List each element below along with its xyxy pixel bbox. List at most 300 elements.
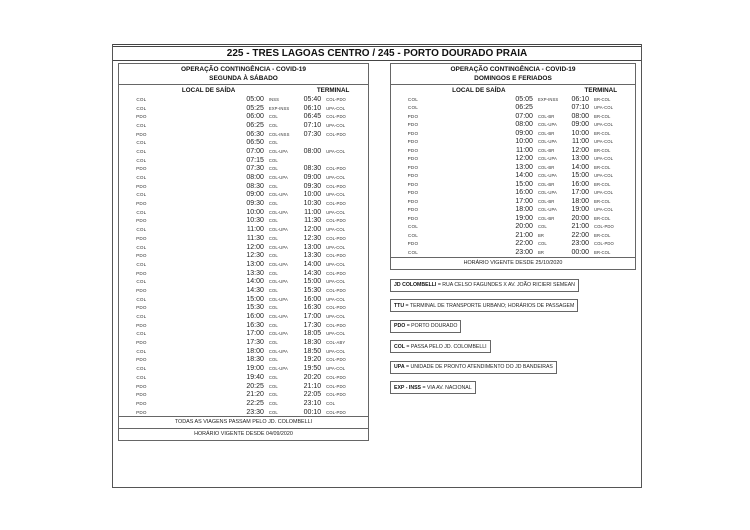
origin-code: PDO — [407, 215, 419, 221]
origin-code: COL — [136, 122, 147, 128]
legend-term: UPA — [394, 364, 405, 370]
arrival-time: 15:00 — [571, 172, 590, 180]
arrival-time: 16:30 — [303, 304, 322, 312]
departure-via-code: COL — [268, 400, 278, 406]
schedule-row — [391, 163, 635, 172]
arrival-via-code: UPA-COL — [326, 261, 346, 267]
arrival-time: 16:00 — [571, 180, 590, 188]
weekday-operation-label: OPERAÇÃO CONTINGÊNCIA - COVID-19 — [180, 66, 307, 73]
departure-time: 08:30 — [246, 182, 264, 190]
departure-via-code: COL-UPA — [268, 244, 288, 250]
origin-code: COL — [136, 314, 147, 320]
origin-code: PDO — [407, 198, 419, 204]
departure-time: 20:25 — [246, 382, 264, 390]
origin-code: PDO — [407, 113, 419, 119]
departure-via-code: COL-UPA — [268, 296, 288, 302]
departure-via-code: COL — [268, 201, 278, 207]
arrival-time: 17:00 — [571, 189, 590, 197]
sunday-footnote-valid-since: HORÁRIO VIGENTE DESDE 25/10/2020 — [391, 257, 635, 269]
departure-time: 22:25 — [246, 399, 264, 407]
origin-code: PDO — [136, 253, 147, 259]
departure-via-code: COL — [268, 166, 278, 172]
arrival-time: 18:05 — [303, 330, 322, 338]
departure-time: 14:30 — [246, 286, 264, 294]
schedule-row — [119, 408, 368, 417]
departure-time: 09:00 — [246, 191, 264, 199]
departure-via-code: COL — [537, 241, 547, 247]
arrival-time: 23:10 — [303, 399, 322, 407]
departure-via-code: EXP-INSS — [268, 105, 290, 111]
schedule-panels — [113, 61, 641, 441]
schedule-row — [119, 390, 368, 399]
arrival-via-code: COL-PDO — [326, 235, 346, 241]
legend-term: EXP - INSS — [394, 384, 422, 391]
arrival-via-code: BR-COL — [594, 96, 611, 102]
arrival-time: 08:00 — [303, 147, 322, 155]
departure-time: 07:00 — [246, 147, 264, 155]
departure-via-code: COL-UPA — [537, 156, 557, 162]
origin-code: PDO — [407, 173, 419, 179]
schedule-row — [119, 112, 368, 121]
departure-via-code: BR — [537, 232, 544, 238]
arrival-via-code: UPA-COL — [594, 207, 614, 213]
legend-item — [390, 340, 491, 353]
origin-code: COL — [136, 348, 147, 354]
arrival-via-code: UPA-COL — [326, 331, 346, 337]
sunday-terminal-header: TERMINAL — [584, 87, 618, 94]
schedule-row — [119, 260, 368, 269]
departure-via-code: COL-UPA — [268, 209, 288, 215]
departure-time: 18:00 — [515, 206, 533, 214]
arrival-via-code: BR-COL — [594, 198, 611, 204]
departure-time: 20:00 — [515, 223, 533, 231]
departure-via-code: COL — [268, 114, 278, 120]
departure-via-code: COL-UPA — [268, 279, 288, 285]
schedule-row — [119, 199, 368, 208]
departure-time: 14:00 — [515, 172, 533, 180]
departure-via-code: BR — [537, 249, 544, 255]
departure-time: 08:00 — [246, 174, 264, 182]
departure-time: 10:00 — [246, 208, 264, 216]
arrival-time: 19:50 — [303, 365, 322, 373]
origin-code: COL — [136, 296, 147, 302]
schedule-row — [391, 248, 635, 257]
departure-via-code: COL — [268, 392, 278, 398]
arrival-via-code: COL-PDO — [326, 383, 346, 389]
departure-via-code: COL-BR — [537, 147, 555, 153]
sunday-panel-header — [391, 64, 635, 85]
arrival-time: 09:30 — [303, 182, 322, 190]
departure-time: 10:30 — [246, 217, 264, 225]
departure-time: 21:00 — [515, 231, 533, 239]
legend-item — [390, 361, 557, 374]
schedule-row — [119, 191, 368, 200]
origin-code: COL — [136, 140, 147, 146]
arrival-via-code: BR-COL — [594, 130, 611, 136]
departure-time: 12:30 — [246, 252, 264, 260]
arrival-time: 17:30 — [303, 321, 322, 329]
legend-term: JD COLOMBELLI — [394, 282, 437, 288]
arrival-via-code: BR-COL — [594, 164, 611, 170]
origin-code: PDO — [136, 357, 147, 363]
departure-via-code: COL-UPA — [537, 139, 557, 145]
weekday-terminal-header: TERMINAL — [316, 87, 350, 94]
schedule-row — [119, 130, 368, 139]
arrival-via-code: UPA-COL — [326, 148, 346, 154]
departure-via-code: COL-BR — [537, 113, 555, 119]
origin-code: COL — [136, 192, 147, 198]
legend-definition: = PASSA PELO JD. COLOMBELLI — [406, 343, 487, 350]
departure-time: 13:00 — [515, 163, 533, 171]
arrival-via-code: COL-PDO — [326, 287, 346, 293]
departure-via-code: COL-UPA — [537, 207, 557, 213]
origin-code: PDO — [136, 114, 147, 120]
schedule-row — [391, 104, 635, 113]
arrival-time: 00:10 — [303, 408, 322, 416]
schedule-row — [391, 95, 635, 104]
arrival-time: 11:30 — [304, 217, 322, 225]
origin-code: COL — [136, 366, 147, 372]
departure-time: 23:00 — [515, 248, 533, 256]
arrival-via-code: COL-PDO — [326, 305, 346, 311]
origin-code: PDO — [136, 340, 147, 346]
origin-code: PDO — [407, 139, 419, 145]
origin-code: PDO — [136, 183, 147, 189]
schedule-row — [391, 197, 635, 206]
origin-code: PDO — [136, 383, 147, 389]
legend-item — [390, 320, 461, 333]
arrival-via-code: COL-PDO — [326, 114, 346, 120]
departure-time: 11:30 — [246, 234, 264, 242]
arrival-time: 23:00 — [571, 240, 590, 248]
arrival-time: 19:00 — [571, 206, 590, 214]
arrival-time: 17:00 — [303, 313, 322, 321]
arrival-via-code: BR-COL — [594, 113, 611, 119]
origin-code: COL — [136, 148, 147, 154]
legend-item — [390, 299, 578, 312]
arrival-time: 06:10 — [303, 104, 322, 112]
departure-time: 15:00 — [515, 180, 533, 188]
schedule-row — [119, 399, 368, 408]
departure-via-code: COL-UPA — [268, 366, 288, 372]
arrival-time: 20:20 — [303, 373, 322, 381]
weekday-days-label: SEGUNDA À SÁBADO — [209, 75, 278, 82]
legend-term: TTU — [394, 302, 405, 309]
departure-via-code: COL — [537, 224, 547, 230]
departure-via-code: COL — [268, 287, 278, 293]
schedule-row — [119, 95, 368, 104]
schedule-row — [119, 364, 368, 373]
departure-via-code: COL-UPA — [268, 331, 288, 337]
schedule-row — [119, 104, 368, 113]
arrival-time: 13:30 — [303, 252, 322, 260]
arrival-via-code: UPA-COL — [326, 209, 346, 215]
departure-via-code: COL — [268, 409, 278, 415]
origin-code: PDO — [407, 181, 419, 187]
origin-code: PDO — [136, 166, 147, 172]
departure-via-code: COL-BR — [537, 198, 555, 204]
departure-time: 15:00 — [246, 295, 264, 303]
origin-code: COL — [136, 227, 147, 233]
arrival-via-code: COL-PDO — [326, 392, 346, 398]
schedule-row — [391, 189, 635, 198]
departure-time: 10:00 — [515, 138, 533, 146]
origin-code: PDO — [407, 190, 419, 196]
departure-time: 17:00 — [246, 330, 264, 338]
departure-via-code: COL — [268, 322, 278, 328]
departure-time: 11:00 — [246, 226, 264, 234]
departure-via-code: COL-UPA — [268, 261, 288, 267]
departure-time: 18:30 — [246, 356, 264, 364]
sunday-panel — [390, 63, 636, 270]
arrival-time: 19:20 — [303, 356, 322, 364]
schedule-row — [391, 146, 635, 155]
legend-list — [390, 279, 636, 395]
weekday-panel-header — [119, 64, 368, 85]
origin-code: COL — [136, 209, 147, 215]
arrival-via-code: COL-PDO — [326, 357, 346, 363]
schedule-row — [119, 217, 368, 226]
departure-via-code: COL — [268, 357, 278, 363]
arrival-via-code: UPA-COL — [594, 139, 614, 145]
departure-time: 08:00 — [515, 121, 533, 129]
arrival-time: 15:30 — [303, 286, 322, 294]
arrival-via-code: UPA-COL — [326, 244, 346, 250]
departure-time: 16:30 — [246, 321, 264, 329]
departure-via-code: COL-UPA — [537, 122, 557, 128]
arrival-via-code: UPA-COL — [326, 296, 346, 302]
departure-via-code: COL-BR — [537, 215, 555, 221]
legend-definition: = RUA CELSO FAGUNDES X AV. JOÃO RICIERI SEMEAN — [437, 282, 575, 288]
sunday-schedule-rows — [391, 95, 635, 257]
schedule-row — [391, 206, 635, 215]
departure-via-code: COL — [268, 383, 278, 389]
schedule-row — [119, 208, 368, 217]
arrival-via-code: COL-PDO — [326, 270, 346, 276]
legend-definition: = UNIDADE DE PRONTO ATENDIMENTO DO JD BANDEIRAS — [406, 364, 553, 370]
arrival-time: 10:00 — [303, 191, 322, 199]
departure-time: 07:15 — [246, 156, 264, 164]
schedule-row — [119, 330, 368, 339]
schedule-row — [391, 129, 635, 138]
departure-via-code: COL — [268, 157, 278, 163]
arrival-time: 14:30 — [303, 269, 322, 277]
arrival-via-code: UPA-COL — [594, 122, 614, 128]
origin-code: PDO — [407, 241, 419, 247]
schedule-row — [391, 172, 635, 181]
departure-time: 15:30 — [246, 304, 264, 312]
arrival-via-code: COL-PDO — [326, 183, 346, 189]
arrival-time: 06:10 — [571, 95, 590, 103]
departure-time: 06:25 — [515, 104, 533, 112]
departure-time: 23:30 — [246, 408, 264, 416]
departure-time: 22:00 — [515, 240, 533, 248]
arrival-via-code: UPA-COL — [326, 122, 346, 128]
origin-code: COL — [136, 279, 147, 285]
origin-code: COL — [136, 105, 147, 111]
weekday-panel — [118, 63, 369, 441]
sunday-operation-label: OPERAÇÃO CONTINGÊNCIA - COVID-19 — [450, 66, 576, 73]
origin-code: PDO — [407, 122, 419, 128]
schedule-row — [119, 269, 368, 278]
departure-via-code: COL-UPA — [537, 173, 557, 179]
origin-code: COL — [136, 261, 147, 267]
arrival-time: 15:00 — [303, 278, 322, 286]
departure-via-code: COL — [268, 305, 278, 311]
departure-via-code: COL-BR — [537, 130, 555, 136]
arrival-time: 08:00 — [571, 112, 590, 120]
arrival-via-code: BR-COL — [594, 181, 611, 187]
schedule-row — [119, 173, 368, 182]
arrival-time: 09:00 — [571, 121, 590, 129]
arrival-time: 10:30 — [303, 200, 322, 208]
schedule-row — [119, 225, 368, 234]
departure-time: 14:00 — [246, 278, 264, 286]
schedule-row — [119, 156, 368, 165]
arrival-time: 16:00 — [303, 295, 322, 303]
origin-code: PDO — [407, 164, 419, 170]
schedule-row — [391, 155, 635, 164]
arrival-time: 06:45 — [303, 113, 322, 121]
origin-code: COL — [136, 331, 147, 337]
schedule-row — [391, 138, 635, 147]
schedule-row — [119, 312, 368, 321]
arrival-time: 22:05 — [303, 391, 322, 399]
arrival-via-code: BR-COL — [594, 232, 611, 238]
schedule-row — [119, 251, 368, 260]
origin-code: COL — [136, 96, 147, 102]
origin-code: PDO — [136, 322, 147, 328]
weekday-column-headers — [119, 85, 368, 95]
departure-via-code: COL-UPA — [537, 190, 557, 196]
sunday-days-label: DOMINGOS E FERIADOS — [474, 75, 552, 82]
arrival-via-code: COL-PDO — [326, 131, 346, 137]
schedule-row — [119, 321, 368, 330]
schedule-row — [391, 223, 635, 232]
arrival-via-code: UPA-COL — [594, 105, 614, 111]
departure-time: 17:30 — [246, 339, 264, 347]
arrival-time: 14:00 — [571, 163, 590, 171]
schedule-row — [391, 180, 635, 189]
departure-via-code: COL — [268, 122, 278, 128]
arrival-via-code: COL-PDO — [326, 374, 346, 380]
legend-definition: = TERMINAL DE TRANSPORTE URBANO; HORÁRIOS DE PASSAGEM — [405, 302, 575, 309]
arrival-time: 10:00 — [571, 129, 590, 137]
arrival-via-code: UPA-COL — [326, 348, 346, 354]
departure-time: 12:00 — [246, 243, 264, 251]
schedule-row — [119, 347, 368, 356]
arrival-via-code: COL-PDO — [326, 201, 346, 207]
departure-time: 06:00 — [246, 113, 264, 121]
departure-time: 05:00 — [246, 95, 264, 103]
schedule-row — [119, 121, 368, 130]
arrival-time: 08:30 — [303, 165, 322, 173]
origin-code: PDO — [136, 201, 147, 207]
departure-time: 17:00 — [515, 197, 533, 205]
departure-time: 19:00 — [246, 365, 264, 373]
origin-code: PDO — [136, 400, 147, 406]
legend-item — [390, 381, 476, 394]
arrival-via-code: COL-ABY — [326, 340, 346, 346]
departure-via-code: COL-UPA — [268, 175, 288, 181]
departure-via-code: COL — [268, 218, 278, 224]
departure-time: 13:30 — [246, 269, 264, 277]
arrival-via-code: UPA-COL — [326, 279, 346, 285]
arrival-via-code: COL-PDO — [326, 96, 346, 102]
arrival-via-code: UPA-COL — [326, 227, 346, 233]
departure-via-code: COL — [268, 140, 278, 146]
departure-time: 21:20 — [246, 391, 264, 399]
schedule-row — [119, 243, 368, 252]
origin-code: COL — [407, 232, 418, 238]
arrival-time: 05:40 — [303, 95, 322, 103]
departure-via-code: COL-UPA — [268, 348, 288, 354]
schedule-row — [119, 338, 368, 347]
departure-time: 19:00 — [515, 214, 533, 222]
departure-time: 05:25 — [246, 104, 264, 112]
origin-code: PDO — [136, 218, 147, 224]
departure-time: 18:00 — [246, 347, 264, 355]
departure-time: 06:25 — [246, 121, 264, 129]
arrival-via-code: COL-PDO — [326, 253, 346, 259]
departure-time: 06:30 — [246, 130, 264, 138]
departure-time: 11:00 — [515, 146, 533, 154]
legend-definition: = VIA AV. NACIONAL — [422, 384, 472, 391]
schedule-row — [119, 356, 368, 365]
schedule-row — [119, 165, 368, 174]
arrival-via-code: COL-PDO — [326, 409, 346, 415]
arrival-via-code: UPA-COL — [326, 192, 346, 198]
schedule-row — [119, 295, 368, 304]
origin-code: COL — [136, 157, 147, 163]
arrival-via-code: COL-PDO — [326, 166, 346, 172]
departure-via-code: COL — [268, 253, 278, 259]
origin-code: COL — [136, 374, 147, 380]
origin-code: PDO — [136, 392, 147, 398]
origin-code: COL — [407, 96, 418, 102]
departure-via-code: EXP-INSS — [537, 96, 559, 102]
arrival-time: 07:10 — [303, 121, 322, 129]
arrival-time: 11:00 — [572, 138, 590, 146]
origin-code: PDO — [407, 130, 419, 136]
legend-definition: = PORTO DOURADO — [406, 323, 458, 329]
schedule-row — [119, 286, 368, 295]
schedule-row — [391, 231, 635, 240]
origin-code: PDO — [136, 287, 147, 293]
schedule-row — [119, 182, 368, 191]
departure-time: 09:30 — [246, 200, 264, 208]
arrival-via-code: BR-COL — [594, 147, 611, 153]
arrival-time: 13:00 — [303, 243, 322, 251]
origin-code: PDO — [407, 156, 419, 162]
arrival-time: 12:00 — [303, 226, 322, 234]
departure-time: 19:40 — [246, 373, 264, 381]
legend-item — [390, 279, 579, 292]
arrival-via-code: COL-PDO — [594, 224, 614, 230]
arrival-via-code: UPA-COL — [326, 175, 346, 181]
legend-term: PDO — [394, 323, 406, 329]
arrival-via-code: BR-COL — [594, 249, 611, 255]
schedule-row — [119, 382, 368, 391]
sunday-column-headers — [391, 85, 635, 95]
arrival-via-code: UPA-COL — [594, 156, 614, 162]
arrival-time: 18:50 — [303, 347, 322, 355]
arrival-time: 22:00 — [571, 231, 590, 239]
arrival-time: 14:00 — [303, 260, 322, 268]
departure-time: 13:00 — [246, 260, 264, 268]
arrival-via-code: UPA-COL — [594, 190, 614, 196]
arrival-via-code: COL — [326, 400, 336, 406]
